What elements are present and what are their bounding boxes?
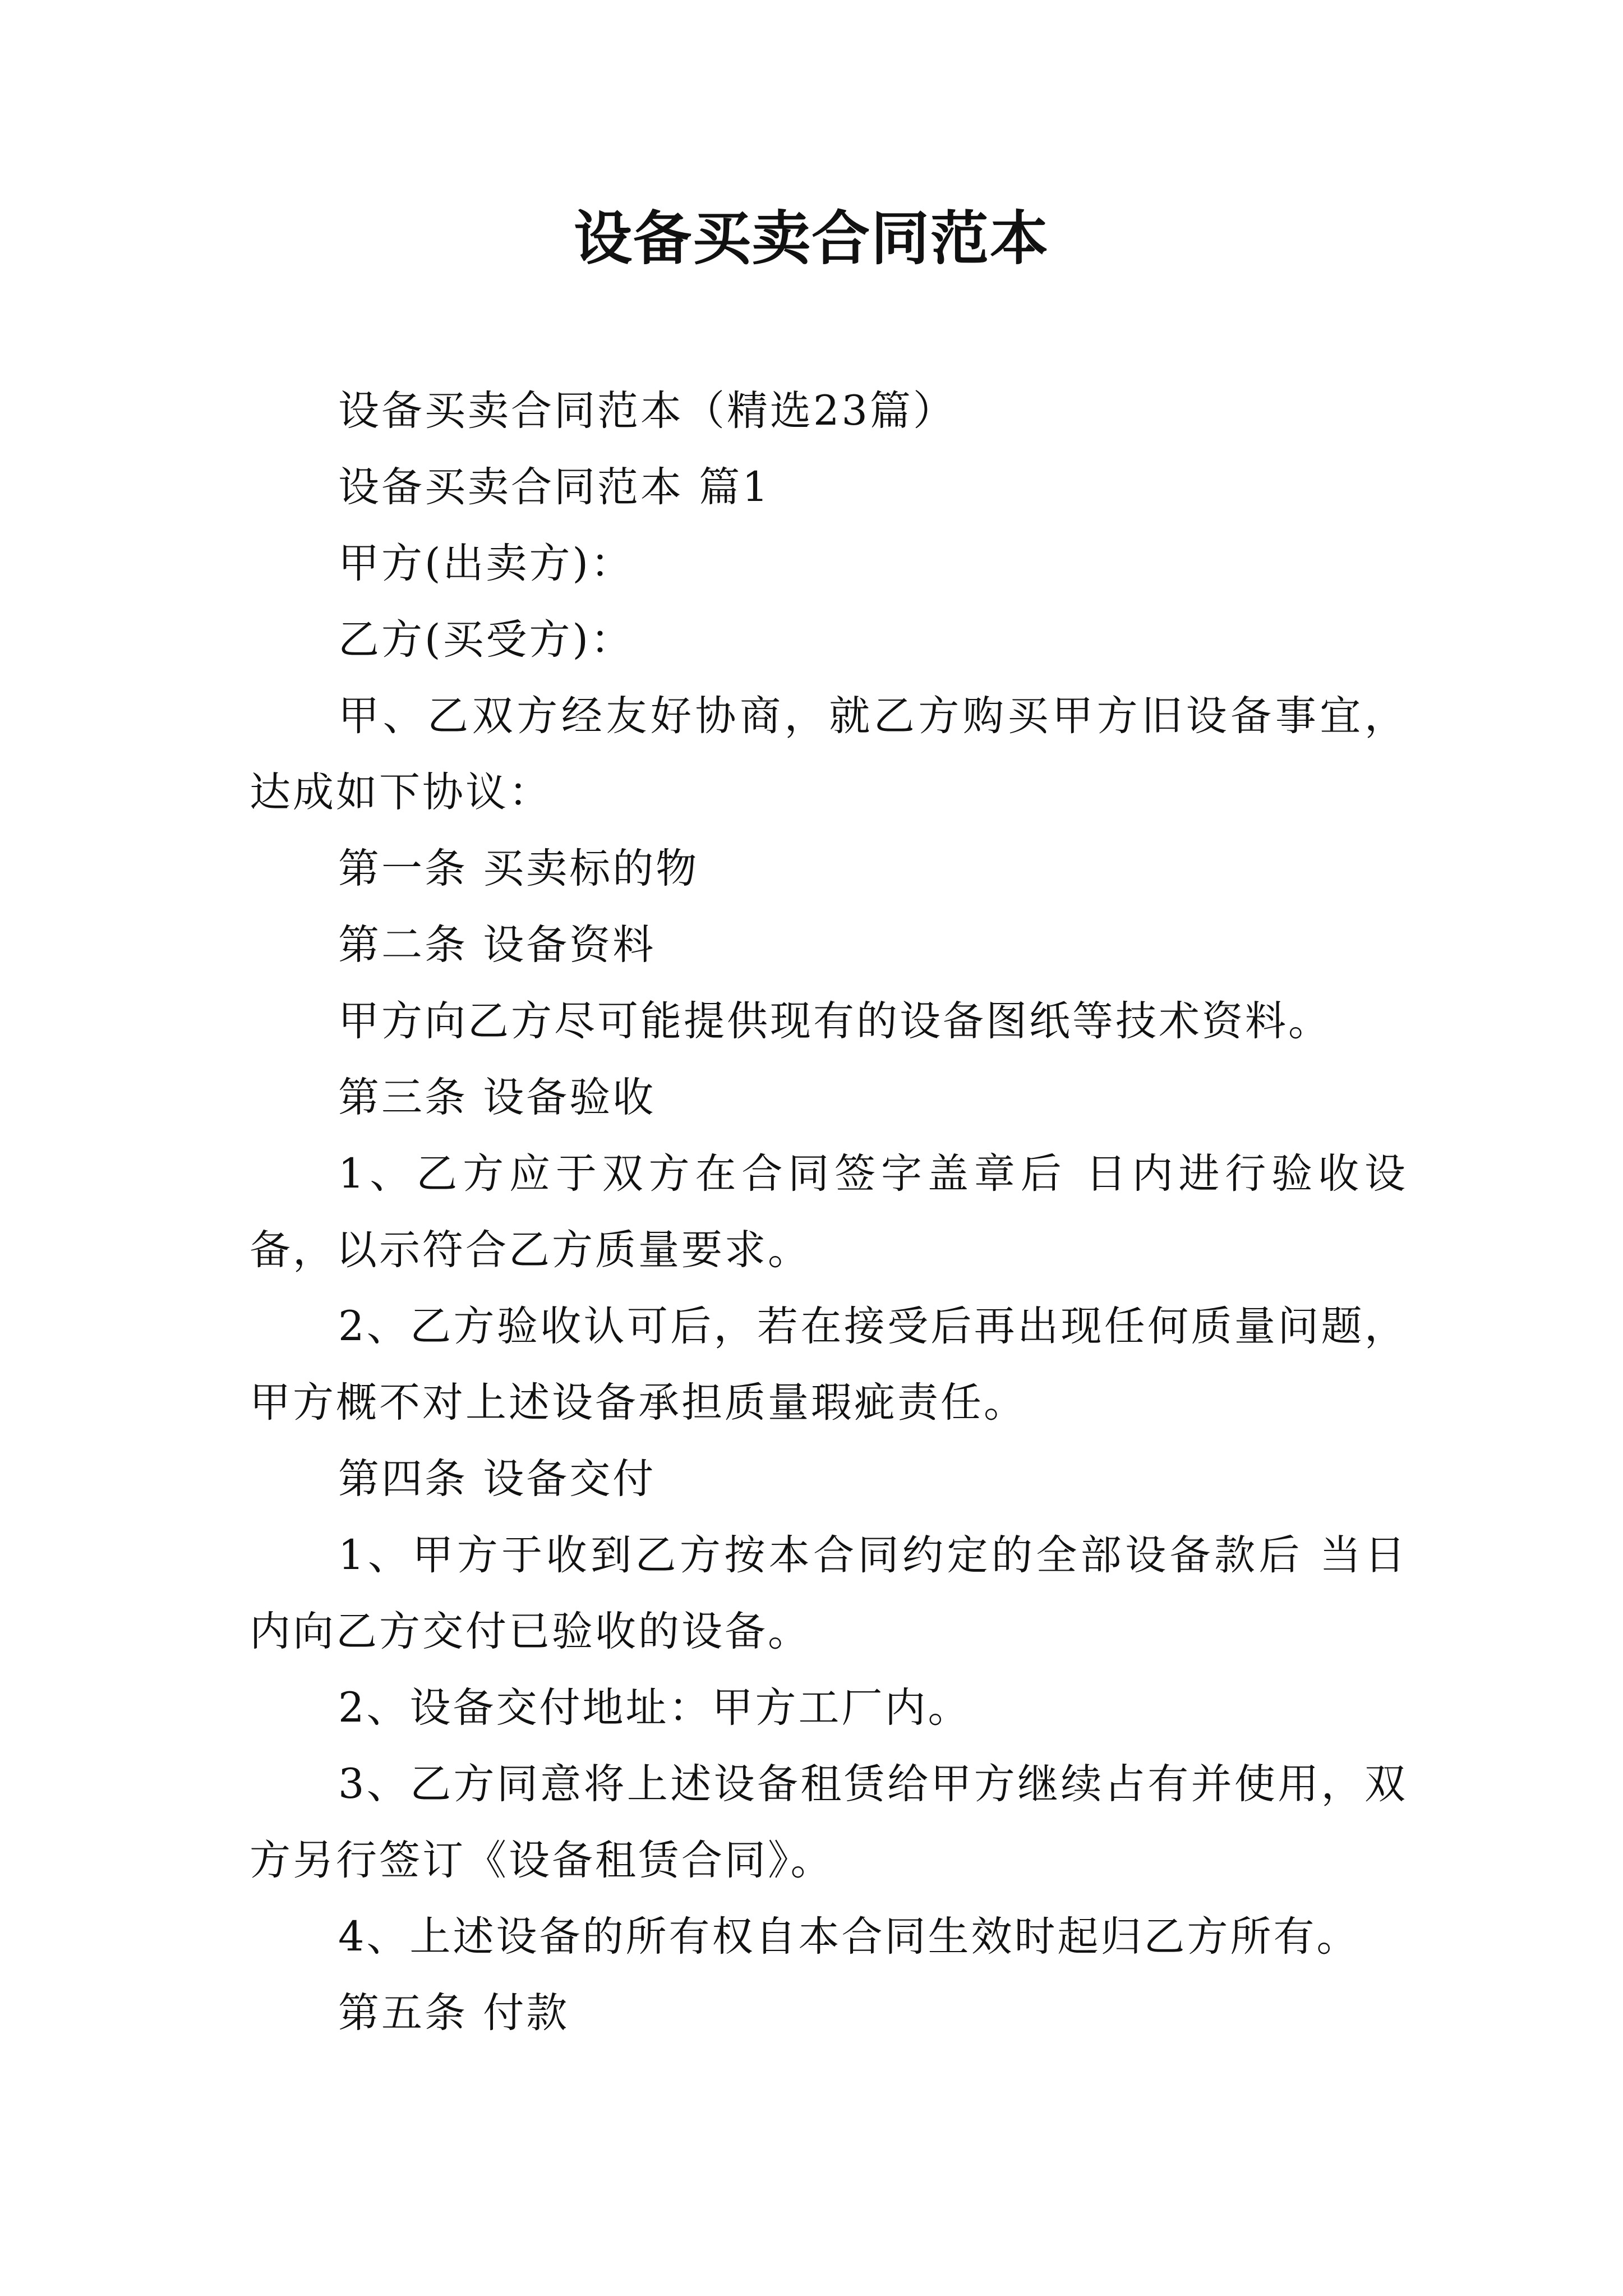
article-2-text: 甲方向乙方尽可能提供现有的设备图纸等技术资料。 bbox=[338, 997, 1331, 1045]
article-2-heading: 第二条 设备资料 bbox=[338, 921, 656, 969]
paragraph-party-b: 乙方(买受方)： bbox=[338, 616, 634, 664]
paragraph-subtitle: 设备买卖合同范本（精选23篇） bbox=[338, 387, 956, 435]
article-4-clause-3: 3、乙方同意将上述设备租赁给甲方继续占有并使用，双方另行签订《设备租赁合同》。 bbox=[250, 1760, 1408, 1884]
article-4-clause-4: 4、上述设备的所有权自本合同生效时起归乙方所有。 bbox=[338, 1913, 1360, 1961]
paragraph-preamble: 甲、乙双方经友好协商，就乙方购买甲方旧设备事宜，达成如下协议： bbox=[250, 692, 1408, 816]
article-4-heading: 第四条 设备交付 bbox=[338, 1455, 656, 1503]
article-5-heading: 第五条 付款 bbox=[338, 1989, 570, 2037]
article-4-clause-1: 1、甲方于收到乙方按本合同约定的全部设备款后 当日内向乙方交付已验收的设备。 bbox=[250, 1531, 1408, 1655]
article-4-clause-2: 2、设备交付地址：甲方工厂内。 bbox=[338, 1684, 971, 1732]
article-3-clause-1: 1、乙方应于双方在合同签字盖章后 日内进行验收设备，以示符合乙方质量要求。 bbox=[250, 1150, 1408, 1274]
document-title: 设备买卖合同范本 bbox=[573, 204, 1049, 273]
document-body bbox=[250, 373, 1408, 2051]
article-1-heading: 第一条 买卖标的物 bbox=[338, 845, 699, 892]
article-3-clause-2: 2、乙方验收认可后，若在接受后再出现任何质量问题，甲方概不对上述设备承担质量瑕疵责任。 bbox=[250, 1303, 1408, 1427]
article-3-heading: 第三条 设备验收 bbox=[338, 1074, 656, 1121]
paragraph-part-heading: 设备买卖合同范本 篇1 bbox=[338, 463, 771, 511]
paragraph-party-a: 甲方(出卖方)： bbox=[338, 540, 634, 587]
